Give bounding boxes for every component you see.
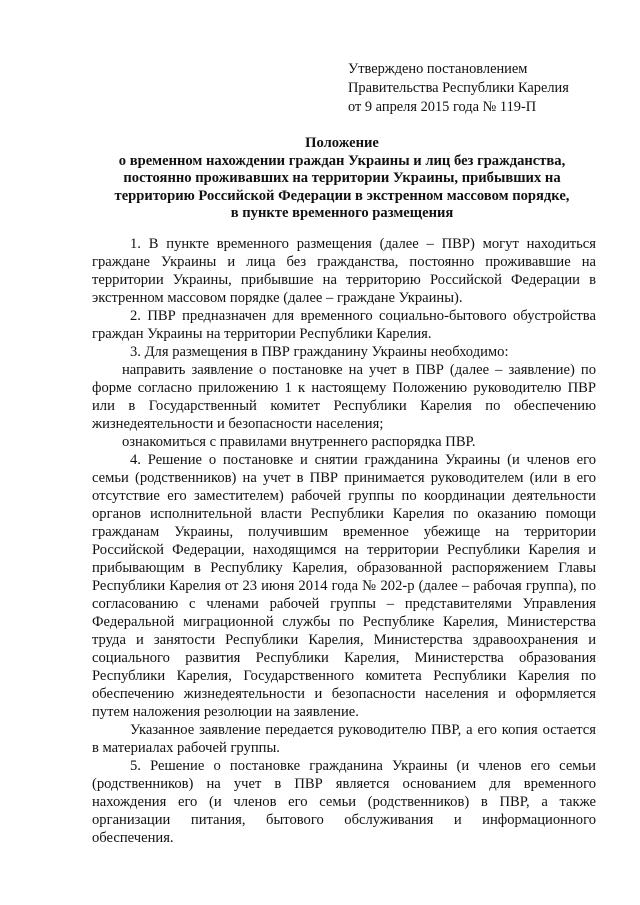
document-title	[92, 135, 592, 223]
paragraph-4-note: Указанное заявление передается руководителю ПВР, а его копия остается в материалах рабочей группы.	[92, 722, 596, 756]
title-line-2: о временном нахождении граждан Украины и лиц без гражданства,	[118, 152, 566, 169]
paragraph-5: 5. Решение о постановке гражданина Украины (и членов его семьи (родственников) на учет в ПВР является основанием для временного нахождения его (и членов его семьи (родственников) в ПВР, а также организации питания, бытового обслуживания и информационного обеспечения.	[92, 758, 596, 846]
title-line-1: Положение	[305, 135, 379, 151]
approval-line-2: Правительства Республики Карелия	[348, 80, 569, 96]
title-line-3: постоянно проживавших на территории Украины, прибывших на	[123, 170, 561, 186]
approval-line-1: Утверждено постановлением	[348, 61, 528, 77]
paragraph-3-item-1: направить заявление о постановке на учет в ПВР (далее – заявление) по форме согласно приложению 1 к настоящему Положению руководителю ПВР или в Государственный комитет Республики Карелия по обеспечению жизнедеятельности и безопасности населения;	[92, 362, 596, 432]
document-body	[92, 235, 596, 847]
paragraph-2: 2. ПВР предназначен для временного социально-бытового обустройства граждан Украины на территории Республики Карелия.	[92, 308, 596, 342]
paragraph-1: 1. В пункте временного размещения (далее – ПВР) могут находиться граждане Украины и лица без гражданства, постоянно проживавшие на территории Украины, прибывшие на территорию Российской Федерации в экстренном массовом порядке (далее – граждане Украины).	[92, 236, 596, 306]
paragraph-3: 3. Для размещения в ПВР гражданину Украины необходимо:	[130, 344, 509, 360]
approval-stamp	[348, 60, 618, 117]
title-line-4: территорию Российской Федерации в экстренном массовом порядке,	[114, 187, 570, 204]
title-line-5: в пункте временного размещения	[230, 205, 454, 221]
paragraph-4: 4. Решение о постановке и снятии гражданина Украины (и членов его семьи (родственников) на учет в ПВР принимается руководителем (или в его отсутствие его заместителем) рабочей группы по координации деятельности органов исполнительной власти Республики Карелия по оказанию помощи гражданам Украины, получившим временное убежище на территории Российской Федерации, находящимся на территории Республики Карелия и прибывающим в Республику Карелия, образованной распоряжением Главы Республики Карелия от 23 июня 2014 года № 202-р (далее – рабочая группа), по согласованию с членами рабочей группы – представителями Управления Федеральной миграционной службы по Республике Карелия, Министерства труда и занятости Республики Карелия, Министерства здравоохранения и социального развития Республики Карелия, Министерства образования Республики Карелия, Государственного комитета Республики Карелия по обеспечению жизнедеятельности и безопасности населения и оформляется путем наложения резолюции на заявление.	[92, 452, 596, 720]
paragraph-3-item-2: ознакомиться с правилами внутреннего распорядка ПВР.	[122, 434, 476, 450]
approval-line-3: от 9 апреля 2015 года № 119-П	[348, 99, 537, 115]
